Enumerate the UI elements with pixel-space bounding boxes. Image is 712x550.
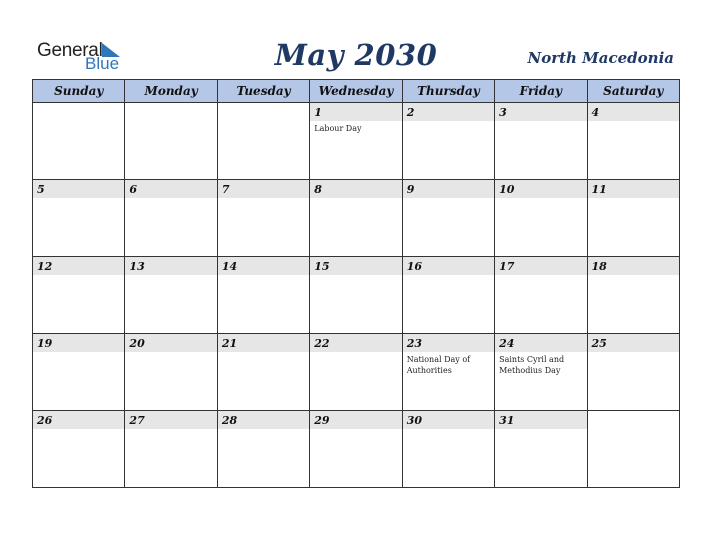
week-row [33, 411, 680, 488]
day-number-bar [33, 180, 124, 198]
day-number-bar [495, 411, 586, 429]
holiday-label: Labour Day [314, 124, 362, 133]
day-cell [587, 103, 679, 180]
day-cell [587, 334, 679, 411]
day-number-bar [125, 411, 216, 429]
day-number: 6 [129, 183, 138, 196]
day-number-bar [403, 180, 494, 198]
week-row [33, 257, 680, 334]
day-cell [33, 411, 125, 488]
day-cell [33, 180, 125, 257]
day-cell [402, 180, 494, 257]
day-number: 21 [221, 337, 238, 350]
day-number-bar [588, 103, 679, 121]
day-number: 28 [221, 414, 238, 427]
day-number-bar [218, 334, 309, 352]
day-number: 18 [591, 260, 607, 273]
day-number-bar [495, 103, 586, 121]
day-number: 9 [406, 183, 415, 196]
country-name: North Macedonia [527, 49, 674, 67]
day-number-bar [310, 180, 401, 198]
weekday-header: Friday [495, 80, 587, 103]
day-number: 8 [314, 183, 322, 196]
day-cell [217, 180, 309, 257]
day-number: 12 [37, 260, 53, 273]
day-cell [310, 257, 402, 334]
month-title: May 2030 [274, 38, 438, 72]
weekday-header-row [33, 80, 680, 103]
week-row [33, 180, 680, 257]
day-number: 4 [591, 106, 600, 119]
holiday-label: Saints Cyril and Methodius Day [499, 355, 565, 375]
day-cell [495, 180, 587, 257]
day-number: 31 [499, 414, 515, 427]
day-number-bar [125, 334, 216, 352]
day-number: 2 [406, 106, 415, 119]
day-cell [402, 334, 494, 411]
day-cell [587, 257, 679, 334]
day-cell [217, 103, 309, 180]
day-number: 26 [37, 414, 53, 427]
day-number: 24 [499, 337, 515, 350]
day-cell [33, 257, 125, 334]
day-cell [125, 180, 217, 257]
day-cell [125, 334, 217, 411]
day-number-bar [218, 180, 309, 198]
day-number: 14 [221, 260, 238, 273]
day-number: 5 [37, 183, 45, 196]
day-number-bar [125, 180, 216, 198]
day-number: 15 [314, 260, 330, 273]
day-number: 22 [314, 337, 330, 350]
day-cell [125, 257, 217, 334]
day-cell [310, 411, 402, 488]
day-cell [125, 411, 217, 488]
day-number: 17 [499, 260, 515, 273]
week-row [33, 334, 680, 411]
day-number: 3 [499, 106, 507, 119]
day-number-bar [310, 257, 401, 275]
day-cell [402, 257, 494, 334]
day-number: 19 [37, 337, 53, 350]
day-number-bar [495, 257, 586, 275]
day-cell [587, 180, 679, 257]
calendar-grid [32, 79, 680, 488]
holiday-label: National Day of Authorities [406, 355, 471, 375]
day-number: 7 [221, 183, 230, 196]
day-number-bar [588, 180, 679, 198]
day-number-bar [403, 411, 494, 429]
day-cell [402, 103, 494, 180]
day-cell [495, 334, 587, 411]
day-number-bar [33, 257, 124, 275]
day-number: 20 [129, 337, 145, 350]
weekday-header: Saturday [587, 80, 679, 103]
day-number-bar [33, 334, 124, 352]
day-cell [217, 334, 309, 411]
day-number-bar [125, 257, 216, 275]
day-cell [125, 103, 217, 180]
day-cell [495, 103, 587, 180]
day-number-bar [588, 257, 679, 275]
weekday-header: Tuesday [217, 80, 309, 103]
day-number-bar [588, 334, 679, 352]
day-cell [495, 411, 587, 488]
logo-word-blue: Blue [85, 54, 120, 73]
day-number-bar [218, 411, 309, 429]
day-cell [402, 411, 494, 488]
calendar-body [33, 103, 680, 488]
day-number: 25 [591, 337, 607, 350]
day-number: 11 [591, 183, 607, 196]
weekday-header: Wednesday [310, 80, 402, 103]
day-cell [33, 334, 125, 411]
day-cell [495, 257, 587, 334]
day-number-bar [403, 334, 494, 352]
weekday-header: Monday [125, 80, 217, 103]
day-cell [33, 103, 125, 180]
day-number-bar [403, 257, 494, 275]
day-number-bar [33, 411, 124, 429]
logo-word-general: General [37, 40, 103, 61]
day-number-bar [310, 334, 401, 352]
weekday-header: Thursday [402, 80, 494, 103]
day-number-bar [218, 257, 309, 275]
day-number-bar [495, 180, 586, 198]
day-number-bar [495, 334, 586, 352]
day-number-bar [310, 103, 401, 121]
day-number: 29 [314, 414, 330, 427]
day-number: 30 [406, 414, 422, 427]
day-cell [310, 180, 402, 257]
day-cell [310, 103, 402, 180]
day-cell [217, 411, 309, 488]
day-cell [310, 334, 402, 411]
day-number: 16 [406, 260, 422, 273]
weekday-header: Sunday [33, 80, 125, 103]
day-number: 10 [499, 183, 515, 196]
day-number: 1 [314, 106, 322, 119]
day-number-bar [403, 103, 494, 121]
day-cell [217, 257, 309, 334]
day-number: 27 [129, 414, 145, 427]
day-number-bar [310, 411, 401, 429]
day-cell [587, 411, 679, 488]
day-number: 13 [129, 260, 145, 273]
week-row [33, 103, 680, 180]
day-number: 23 [406, 337, 422, 350]
